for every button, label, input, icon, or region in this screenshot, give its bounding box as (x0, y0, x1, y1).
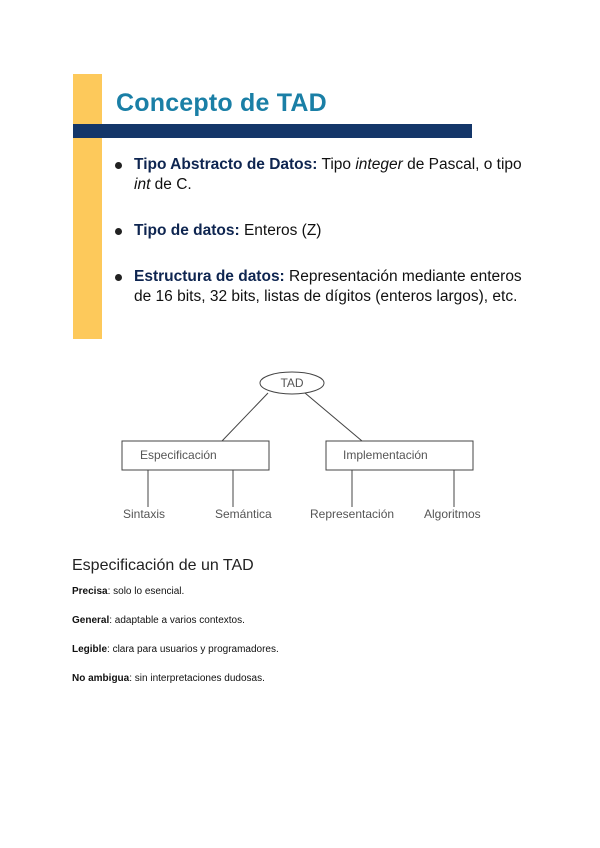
edge-root-left (222, 393, 268, 441)
bullet-text: de Pascal, o tipo (402, 156, 522, 173)
bullet-text: Enteros (Z) (239, 222, 322, 239)
property-item (72, 586, 279, 615)
edge-root-right (305, 393, 362, 441)
leaf-algoritmos: Algoritmos (424, 507, 481, 521)
leaf-semantica: Semántica (215, 507, 272, 521)
title-underline-bar (73, 124, 472, 138)
leaf-sintaxis: Sintaxis (123, 507, 166, 521)
bullet-tad (112, 155, 532, 195)
bullet-term: Tipo de datos: (134, 222, 240, 239)
bullet-text: de C. (150, 176, 192, 193)
property-item (72, 615, 279, 644)
property-term: Legible (72, 644, 108, 655)
property-text: : solo lo esencial. (107, 586, 185, 597)
node-implementacion-label: Implementación (343, 448, 428, 462)
bullet-term: Tipo Abstracto de Datos: (134, 156, 318, 173)
bullet-text: Tipo (317, 156, 356, 173)
bullet-text: Representación mediante enteros de 16 bits, 32 bits, listas de dígitos (enteros largos), etc. (134, 268, 522, 305)
property-item (72, 644, 279, 673)
bullet-term: Estructura de datos: (134, 268, 285, 285)
node-especificacion-label: Especificación (140, 448, 217, 462)
leaf-representacion: Representación (310, 507, 395, 521)
property-list (72, 586, 279, 702)
root-node-label: TAD (280, 376, 304, 390)
bullet-emphasis: int (134, 176, 151, 193)
tad-hierarchy-diagram (100, 360, 500, 530)
property-text: : adaptable a varios contextos. (109, 615, 245, 626)
section-title: Especificación de un TAD (72, 557, 254, 574)
bullet-data-structure (112, 267, 532, 307)
property-text: : clara para usuarios y programadores. (107, 644, 279, 655)
bullet-data-type (112, 221, 532, 241)
property-text: : sin interpretaciones dudosas. (129, 673, 265, 684)
property-item (72, 673, 279, 702)
slide-accent-bar (73, 74, 102, 339)
property-term: No ambigua (72, 673, 130, 684)
property-term: General (72, 615, 110, 626)
bullet-list (112, 155, 532, 307)
property-term: Precisa (72, 586, 108, 597)
title-underline-cap (73, 124, 85, 138)
bullet-emphasis: integer (355, 156, 403, 173)
slide-title: Concepto de TAD (116, 89, 327, 117)
